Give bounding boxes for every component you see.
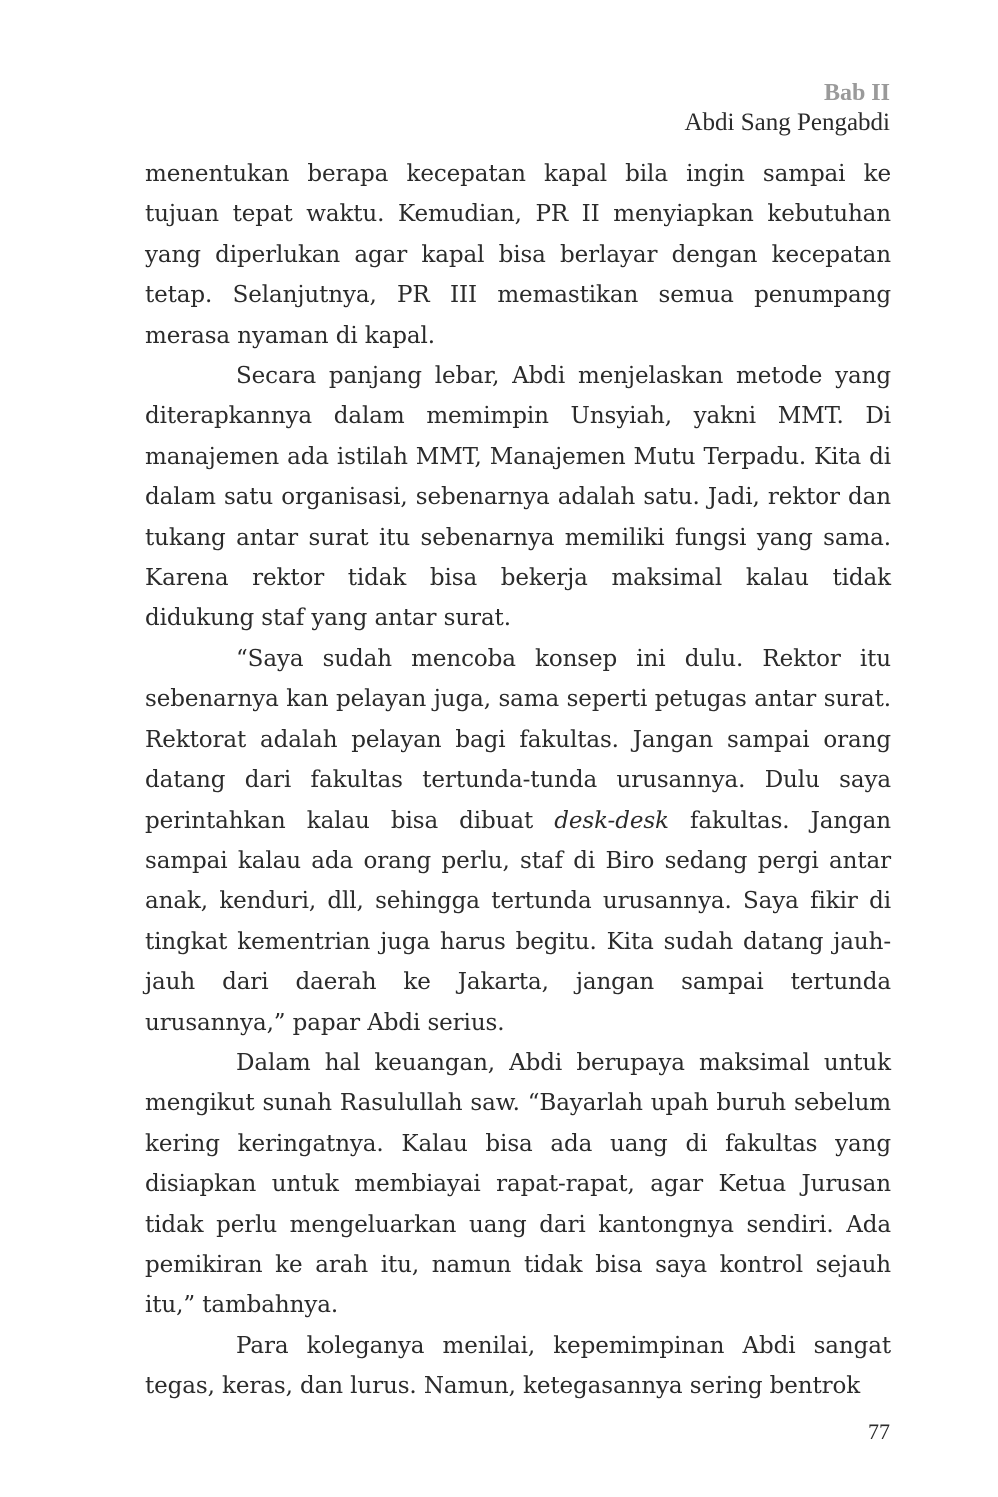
paragraph-continuation: menentukan berapa kecepatan kapal bila ingin sampai ke tujuan tepat waktu. Kemudian, PR II menyiapkan kebutuhan yang diperlukan agar kapal bisa berlayar dengan kecepatan tetap. Selanjutnya, PR III memastikan semua penumpang merasa nyaman di kapal. — [145, 161, 891, 349]
quote-text-start: “Saya sudah mencoba konsep ini dulu. Rektor itu sebenarnya kan pelayan juga, sama seperti petugas antar surat. Rektorat adalah pelayan bagi fakultas. Jangan sampai orang datang dari fakultas tertunda-tunda urusannya. Dulu saya perintahkan kalau bisa dibuat — [145, 645, 891, 834]
paragraph-quote — [145, 639, 891, 1043]
chapter-title: Abdi Sang Pengabdi — [684, 109, 890, 136]
italic-term: desk-desk — [554, 807, 669, 834]
paragraph: Secara panjang lebar, Abdi menjelaskan metode yang diterapkannya dalam memimpin Unsyiah, yakni MMT. Di manajemen ada istilah MMT, Manajemen Mutu Terpadu. Kita di dalam satu organisasi, sebenarnya adalah satu. Jadi, rektor dan tukang antar surat itu sebenarnya memiliki fungsi yang sama. Karena rektor tidak bisa bekerja maksimal kalau tidak didukung staf yang antar surat. — [145, 363, 891, 632]
chapter-label: Bab II — [823, 80, 890, 106]
paragraph: Dalam hal keuangan, Abdi berupaya maksimal untuk mengikut sunah Rasulullah saw. “Bayarlah upah buruh sebelum kering keringatnya. Kalau bisa ada uang di fakultas yang disiapkan untuk membiayai rapat-rapat, agar Ketua Jurusan tidak perlu mengeluarkan uang dari kantongnya sendiri. Ada pemikiran ke arah itu, namun tidak bisa saya kontrol sejauh itu,” tambahnya. — [145, 1049, 891, 1319]
body-text — [145, 154, 891, 1407]
quote-text-end: fakultas. Jangan sampai kalau ada orang perlu, staf di Biro sedang pergi antar anak, kenduri, dll, sehingga tertunda urusannya. Saya fikir di tingkat kementrian juga harus begitu. Kita sudah datang jauh-jauh dari daerah ke Jakarta, jangan sampai tertunda urusannya,” papar Abdi serius. — [145, 807, 891, 1036]
page-number: 77 — [868, 1419, 890, 1444]
paragraph: Para koleganya menilai, kepemimpinan Abdi sangat tegas, keras, dan lurus. Namun, ketegasannya sering bentrok — [145, 1332, 891, 1400]
running-header — [684, 78, 890, 138]
